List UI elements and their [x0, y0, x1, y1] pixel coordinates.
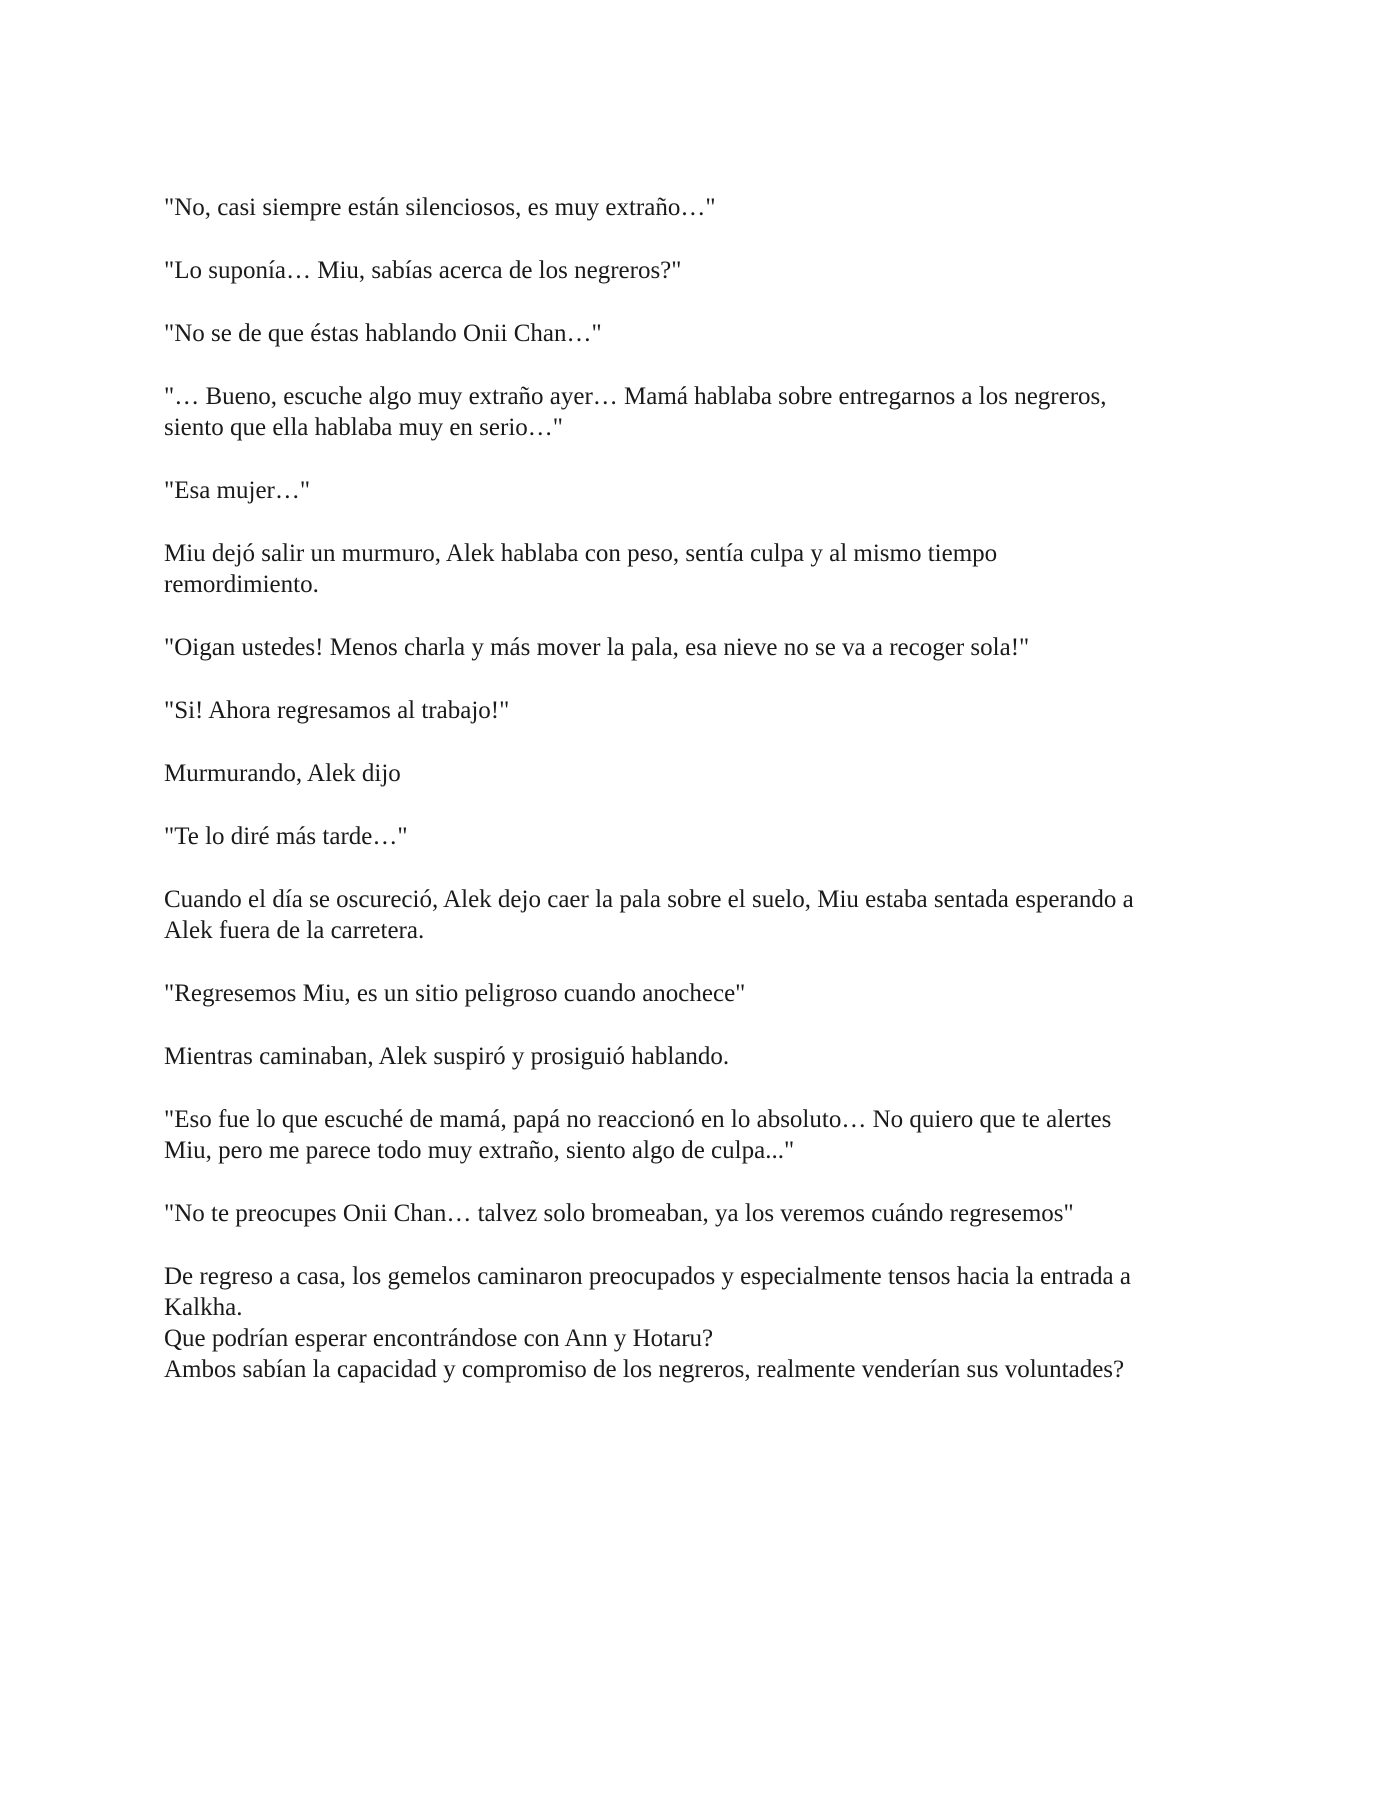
text-line: "Oigan ustedes! Menos charla y más mover la pala, esa nieve no se va a recoger sola!"	[164, 634, 1030, 661]
text-line: Alek fuera de la carretera.	[164, 917, 425, 944]
text-line: Kalkha.	[164, 1294, 243, 1321]
text-line: "Esa mujer…"	[164, 477, 311, 504]
text-line: Ambos sabían la capacidad y compromiso de los negreros, realmente venderían sus voluntades?	[164, 1356, 1125, 1383]
paragraph	[164, 821, 1244, 852]
text-line: Que podrían esperar encontrándose con Ann y Hotaru?	[164, 1325, 714, 1352]
paragraph	[164, 1261, 1244, 1385]
paragraph	[164, 381, 1244, 443]
text-line: Mientras caminaban, Alek suspiró y prosiguió hablando.	[164, 1043, 730, 1070]
paragraph	[164, 255, 1244, 286]
text-line: remordimiento.	[164, 571, 319, 598]
paragraph	[164, 632, 1244, 663]
text-line: De regreso a casa, los gemelos caminaron preocupados y especialmente tensos hacia la entrada a	[164, 1263, 1131, 1290]
text-line: Miu, pero me parece todo muy extraño, siento algo de culpa..."	[164, 1137, 795, 1164]
text-line: "No, casi siempre están silenciosos, es muy extraño…"	[164, 194, 716, 221]
text-line: "No se de que éstas hablando Onii Chan…"	[164, 320, 602, 347]
text-line: Murmurando, Alek dijo	[164, 760, 401, 787]
paragraph	[164, 695, 1244, 726]
paragraph	[164, 475, 1244, 506]
text-line: "Te lo diré más tarde…"	[164, 823, 408, 850]
text-line: "Regresemos Miu, es un sitio peligroso cuando anochece"	[164, 980, 746, 1007]
text-line: Miu dejó salir un murmuro, Alek hablaba con peso, sentía culpa y al mismo tiempo	[164, 540, 998, 567]
text-line: "Eso fue lo que escuché de mamá, papá no reaccionó en lo absoluto… No quiero que te alertes	[164, 1106, 1112, 1133]
paragraph	[164, 758, 1244, 789]
text-line: "… Bueno, escuche algo muy extraño ayer… Mamá hablaba sobre entregarnos a los negreros,	[164, 383, 1107, 410]
text-line: Cuando el día se oscureció, Alek dejo caer la pala sobre el suelo, Miu estaba sentada esperando a	[164, 886, 1134, 913]
document-body	[164, 192, 1244, 1385]
text-line: "No te preocupes Onii Chan… talvez solo bromeaban, ya los veremos cuándo regresemos"	[164, 1200, 1074, 1227]
paragraph	[164, 978, 1244, 1009]
text-line: "Lo suponía… Miu, sabías acerca de los negreros?"	[164, 257, 682, 284]
paragraph	[164, 192, 1244, 223]
paragraph	[164, 1041, 1244, 1072]
paragraph	[164, 1198, 1244, 1229]
paragraph	[164, 884, 1244, 946]
paragraph	[164, 538, 1244, 600]
paragraph	[164, 318, 1244, 349]
text-line: siento que ella hablaba muy en serio…"	[164, 414, 563, 441]
text-line: "Si! Ahora regresamos al trabajo!"	[164, 697, 510, 724]
paragraph	[164, 1104, 1244, 1166]
